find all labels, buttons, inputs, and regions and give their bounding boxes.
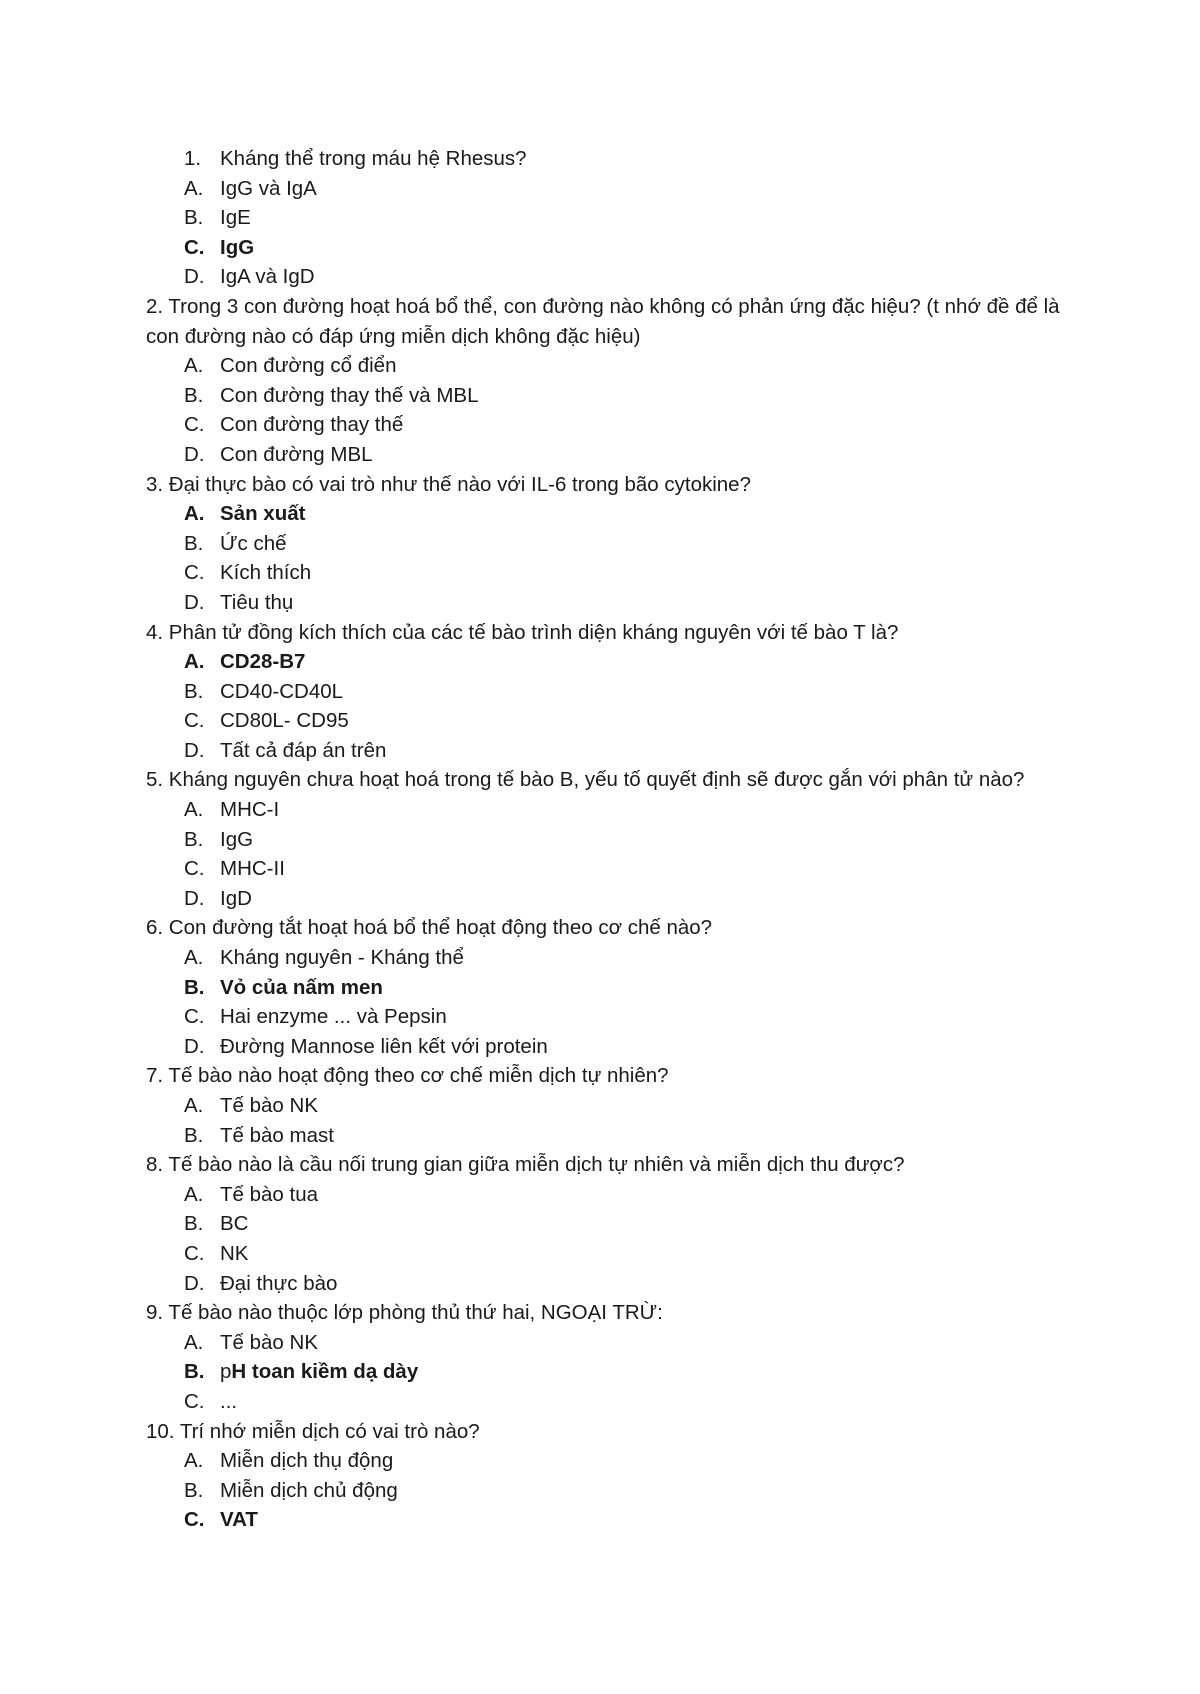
- question-block: [146, 913, 1066, 1061]
- option-letter: A.: [184, 1182, 204, 1206]
- answer-option: [146, 410, 1066, 440]
- answer-option: [146, 943, 1066, 973]
- option-letter: D.: [184, 886, 205, 910]
- option-text: Kháng nguyên - Kháng thể: [220, 946, 464, 970]
- answer-option: [146, 1002, 1066, 1032]
- option-text: IgE: [220, 206, 251, 230]
- option-text: IgG: [220, 827, 254, 851]
- answer-option: [146, 381, 1066, 411]
- answer-option: [146, 706, 1066, 736]
- answer-option: [146, 1446, 1066, 1476]
- option-letter: C.: [184, 1005, 205, 1029]
- answer-option: [146, 884, 1066, 914]
- question-text: 2. Trong 3 con đường hoạt hoá bổ thể, con đường nào không có phản ứng đặc hiệu? (t nhớ đề để là con đường nào có đáp ứng miễn dịch không đặc hiệu): [146, 294, 1060, 348]
- question-text: 3. Đại thực bào có vai trò như thế nào với IL-6 trong bão cytokine?: [146, 472, 751, 496]
- answer-option: [146, 973, 1066, 1003]
- option-letter: A.: [184, 946, 204, 970]
- answer-option: [146, 233, 1066, 263]
- answer-option: [146, 203, 1066, 233]
- option-text: Con đường cổ điển: [220, 354, 397, 378]
- answer-option: [146, 351, 1066, 381]
- question-text: 5. Kháng nguyên chưa hoạt hoá trong tế bào B, yếu tố quyết định sẽ được gắn với phân tử nào?: [146, 768, 1025, 792]
- option-letter: C.: [184, 857, 205, 881]
- question-text: 7. Tế bào nào hoạt động theo cơ chế miễn dịch tự nhiên?: [146, 1064, 669, 1088]
- option-letter: A.: [184, 176, 204, 200]
- option-text: IgG: [220, 235, 255, 259]
- answer-option: [146, 529, 1066, 559]
- answer-option: [146, 1180, 1066, 1210]
- question-block: [146, 1417, 1066, 1535]
- option-text: Tất cả đáp án trên: [220, 738, 387, 762]
- option-letter: B.: [184, 679, 204, 703]
- answer-option: [146, 262, 1066, 292]
- option-letter: D.: [184, 1034, 205, 1058]
- option-text: Ức chế: [220, 531, 287, 555]
- option-letter: B.: [184, 1123, 204, 1147]
- question-number: 1.: [184, 147, 202, 170]
- answer-option: [146, 558, 1066, 588]
- option-text: Hai enzyme ... và Pepsin: [220, 1005, 447, 1029]
- option-letter: B.: [184, 206, 204, 230]
- option-letter: A.: [184, 650, 205, 674]
- option-letter: B.: [184, 1212, 204, 1236]
- option-text: Tế bào NK: [220, 1330, 318, 1354]
- option-text: Kích thích: [220, 561, 312, 585]
- option-letter: D.: [184, 738, 205, 762]
- question-text: 9. Tế bào nào thuộc lớp phòng thủ thứ hai, NGOẠI TRỪ:: [146, 1301, 663, 1325]
- option-text: Đường Mannose liên kết với protein: [220, 1034, 548, 1058]
- option-letter: D.: [184, 1271, 205, 1295]
- option-text: IgD: [220, 886, 252, 910]
- answer-option: [146, 588, 1066, 618]
- option-text: Con đường thay thế: [220, 413, 404, 437]
- option-text: Sản xuất: [220, 502, 306, 526]
- option-text: Tế bào NK: [220, 1094, 318, 1117]
- question-block: [146, 292, 1066, 470]
- question-text: 4. Phân tử đồng kích thích của các tế bào trình diện kháng nguyên với tế bào T là?: [146, 620, 899, 644]
- answer-option: [146, 1121, 1066, 1151]
- option-letter: A.: [184, 1449, 204, 1473]
- option-letter: B.: [184, 1360, 205, 1384]
- option-letter: A.: [184, 798, 204, 822]
- option-prefix: p: [220, 1360, 232, 1384]
- answer-option: [146, 499, 1066, 529]
- question-text: 8. Tế bào nào là cầu nối trung gian giữa miễn dịch tự nhiên và miễn dịch thu được?: [146, 1153, 905, 1177]
- answer-option: [146, 795, 1066, 825]
- answer-option: [146, 1209, 1066, 1239]
- answer-option: [146, 1328, 1066, 1358]
- answer-option: [146, 1387, 1066, 1417]
- option-letter: C.: [184, 235, 205, 259]
- option-letter: B.: [184, 1478, 204, 1502]
- option-letter: C.: [184, 709, 205, 733]
- option-text: ...: [220, 1389, 238, 1413]
- option-letter: A.: [184, 1094, 204, 1117]
- option-text: IgG và IgA: [220, 176, 317, 200]
- option-letter: B.: [184, 827, 204, 851]
- answer-option: [146, 677, 1066, 707]
- option-letter: D.: [184, 590, 205, 614]
- option-letter: C.: [184, 1389, 205, 1413]
- question-block: [146, 618, 1066, 766]
- option-text: Đại thực bào: [220, 1271, 338, 1295]
- option-text: CD40-CD40L: [220, 679, 344, 703]
- answer-option: [146, 440, 1066, 470]
- answer-option: [146, 647, 1066, 677]
- answer-option: [146, 825, 1066, 855]
- quiz-content: [146, 144, 1066, 1535]
- option-letter: D.: [184, 265, 205, 289]
- option-text: Miễn dịch chủ động: [220, 1478, 398, 1502]
- option-letter: B.: [184, 383, 204, 407]
- option-letter: A.: [184, 354, 204, 378]
- option-text: CD28-B7: [220, 650, 306, 674]
- question-block: [146, 765, 1066, 913]
- option-text: CD80L- CD95: [220, 709, 349, 733]
- option-text: Miễn dịch thụ động: [220, 1449, 394, 1473]
- option-text: VAT: [220, 1508, 258, 1532]
- answer-option: [146, 1032, 1066, 1062]
- option-text: Con đường MBL: [220, 442, 373, 466]
- answer-option: [146, 1091, 1066, 1121]
- option-text: BC: [220, 1212, 249, 1236]
- option-text: Tế bào tua: [220, 1182, 319, 1206]
- option-text: Con đường thay thế và MBL: [220, 383, 479, 407]
- option-letter: B.: [184, 531, 204, 555]
- question-label: Kháng thể trong máu hệ Rhesus?: [220, 147, 527, 170]
- answer-option: [146, 1505, 1066, 1535]
- answer-option: [146, 174, 1066, 204]
- question-block: [146, 1150, 1066, 1298]
- answer-option: [146, 736, 1066, 766]
- option-text: Tế bào mast: [220, 1123, 334, 1147]
- option-text: NK: [220, 1241, 249, 1265]
- option-text: MHC-II: [220, 857, 285, 881]
- answer-option: [146, 1357, 1066, 1387]
- option-letter: A.: [184, 1330, 204, 1354]
- question-block: [146, 470, 1066, 618]
- question-block: [146, 1298, 1066, 1416]
- option-letter: C.: [184, 1241, 205, 1265]
- option-text: Vỏ của nấm men: [220, 975, 383, 999]
- question-text: 6. Con đường tắt hoạt hoá bổ thể hoạt động theo cơ chế nào?: [146, 916, 713, 940]
- option-letter: C.: [184, 561, 205, 585]
- option-text: H toan kiềm dạ dày: [231, 1360, 419, 1384]
- option-letter: C.: [184, 413, 205, 437]
- answer-option: [146, 1269, 1066, 1299]
- answer-option: [146, 854, 1066, 884]
- question-text: [146, 144, 1066, 174]
- option-text: Tiêu thụ: [220, 590, 294, 614]
- option-letter: D.: [184, 442, 205, 466]
- option-text: MHC-I: [220, 798, 280, 822]
- question-block: [146, 144, 1066, 292]
- question-text: 10. Trí nhớ miễn dịch có vai trò nào?: [146, 1419, 480, 1443]
- answer-option: [146, 1239, 1066, 1269]
- question-block: [146, 1061, 1066, 1150]
- option-letter: B.: [184, 975, 205, 999]
- option-letter: C.: [184, 1508, 205, 1532]
- option-letter: A.: [184, 502, 205, 526]
- option-text: IgA và IgD: [220, 265, 315, 289]
- answer-option: [146, 1476, 1066, 1506]
